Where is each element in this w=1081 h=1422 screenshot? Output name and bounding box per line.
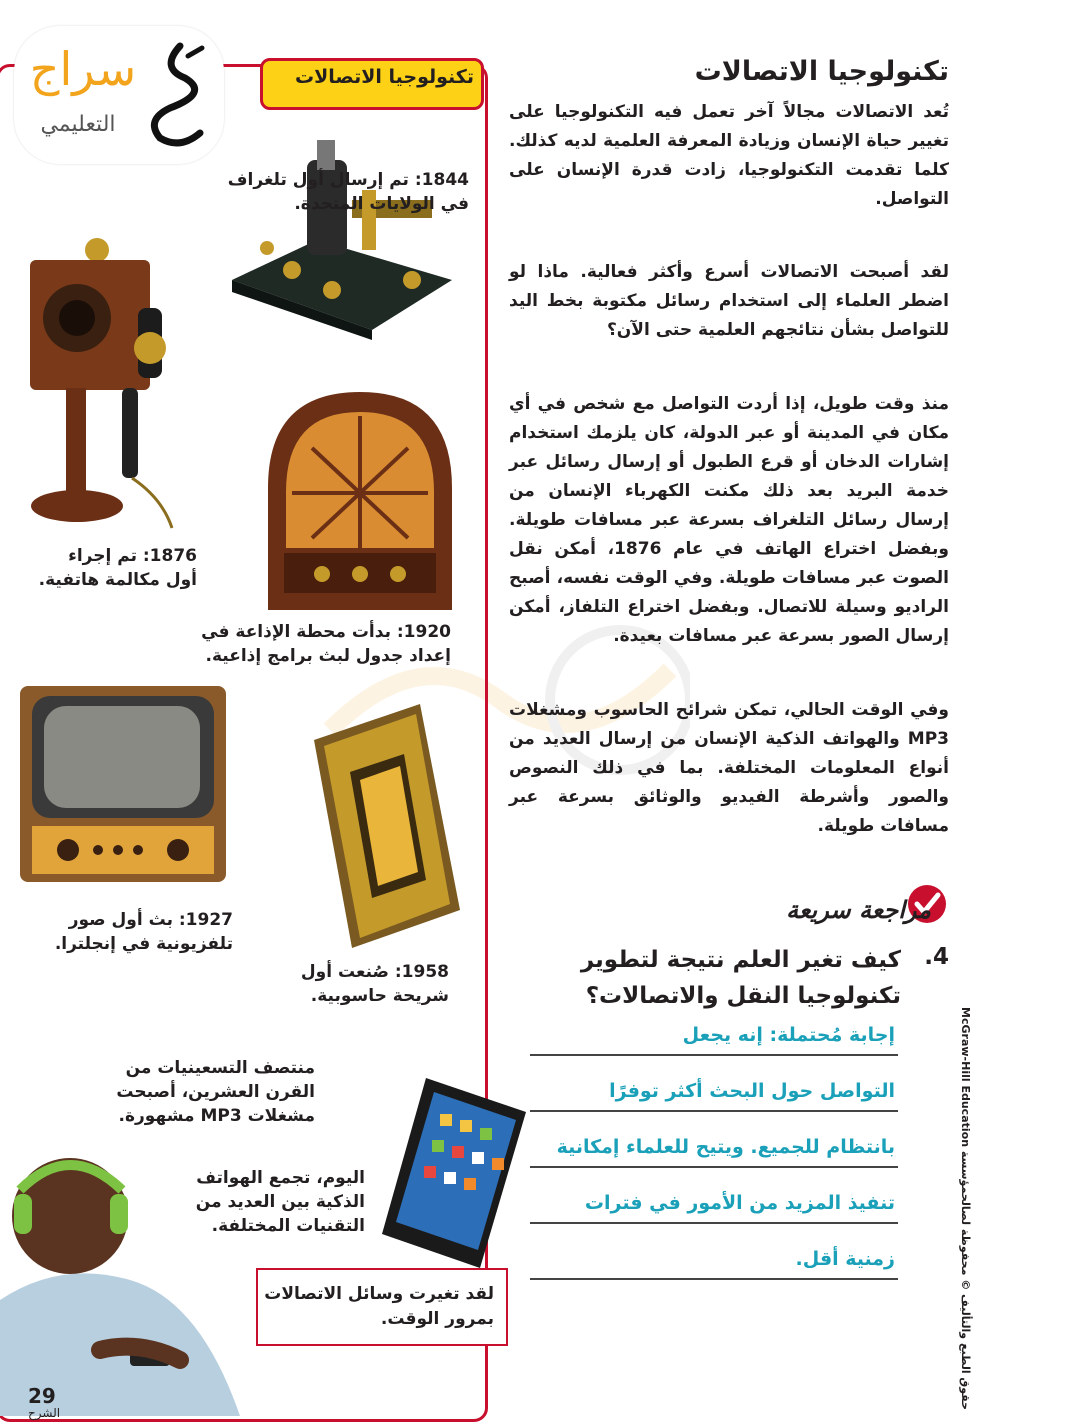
copyright-credit	[944, 930, 984, 1410]
caption-mp3: منتصف التسعينيات من القرن العشرين، أصبحت مشغلات MP3 مشهورة.	[116, 1058, 315, 1126]
page-number: 29	[28, 1384, 56, 1408]
answer-line-5: زمنية أقل.	[795, 1248, 895, 1270]
answer-rule-5	[530, 1278, 898, 1280]
caption-radio: 1920: بدأت محطة الإذاعة في إعداد جدول لبث برامج إذاعية.	[201, 622, 451, 666]
caption-chip: 1958: صُنعت أول شريحة حاسوبية.	[300, 962, 449, 1006]
answer-line-1: إجابة مُحتملة: إنه يجعل	[682, 1024, 895, 1046]
answer-rule-2	[530, 1110, 898, 1112]
answer-rule-4	[530, 1222, 898, 1224]
paragraph-1: تُعد الاتصالات مجالاً آخر تعمل فيه التكنولوجيا على تغيير حياة الإنسان وزيادة المعرفة العلمية لديه كذلك. كلما تقدمت التكنولوجيا، زادت قدرة الإنسان على التواصل.	[509, 102, 949, 209]
caption-telegraph: 1844: تم إرسال أول تلغراف في الولايات المتحدة.	[227, 170, 469, 214]
smartphone-image	[380, 1074, 528, 1270]
caption-smartphone: اليوم، تجمع الهواتف الذكية بين العديد من التقنيات المختلفة.	[195, 1168, 365, 1236]
telegraph-image	[222, 130, 454, 340]
logo-word: سراج	[29, 42, 137, 96]
review-title: مراجعة سريعة	[786, 896, 931, 924]
caption-telephone: 1876: تم إجراء أول مكالمة هاتفية.	[38, 546, 197, 590]
antique-telephone-image	[22, 238, 192, 538]
answer-rule-1	[530, 1054, 898, 1056]
paragraph-3: منذ وقت طويل، إذا أردت التواصل مع شخص في أي مكان في المدينة أو عبر الدولة، كان يلزمك استخدام إشارات الدخان أو قرع الطبول أو إرسال رسائل عبر خدمة البريد بعد ذلك مكنت الكهرباء الإنسان من إرسال رسائل التلغراف بسرعة عبر مسافات طويلة. وبفضل اختراع الهاتف في عام 1876، أمكن نقل الصوت عبر مسافات طويلة. وفي الوقت نفسه، أصبح الراديو وسيلة للاتصال. وبفضل اختراع التلفاز، أمكن إرسال الصور بسرعة عبر مسافات بعيدة.	[509, 394, 950, 646]
summary-text: لقد تغيرت وسائل الاتصالات بمرور الوقت.	[264, 1284, 494, 1329]
vintage-tv-image	[18, 684, 228, 884]
paragraph-2: لقد أصبحت الاتصالات أسرع وأكثر فعالية. ماذا لو اضطر العلماء إلى استخدام رسائل مكتوبة بخط اليد للتواصل بشأن نتائجهم العلمية حتى الآن؟	[509, 262, 949, 340]
calligraphy-icon	[140, 38, 220, 148]
logo-subtitle: التعليمي	[40, 112, 116, 137]
summary-box	[256, 1268, 508, 1346]
caption-tv: 1927: بث أول صور تلفزيونية في إنجلترا.	[54, 910, 233, 954]
answer-line-2: التواصل حول البحث أكثر توفرًا	[609, 1080, 895, 1102]
question-number: 4.	[924, 944, 949, 970]
panel-tab-title: تكنولوجيا الاتصالات	[295, 66, 474, 88]
computer-chip-image	[300, 700, 466, 950]
copyright-text: حقوق الطبع والتأليف © محفوظة لصالحمؤسسة McGraw-Hill Education	[959, 1007, 972, 1410]
vintage-radio-image	[262, 388, 458, 610]
paragraph-4: وفي الوقت الحالي، تمكن شرائح الحاسوب ومشغلات MP3 والهواتف الذكية الإنسان من إرسال العديد من أنواع المعلومات المختلفة. بما في ذلك النصوص والصور وأشرطة الفيديو والوثائق بسرعة عبر مسافات طويلة.	[509, 700, 949, 836]
answer-line-3: بانتظام للجميع. ويتيح للعلماء إمكانية	[556, 1136, 895, 1158]
answer-line-4: تنفيذ المزيد من الأمور في فترات	[584, 1192, 895, 1214]
section-label: الشرح	[28, 1406, 61, 1420]
section-title: تكنولوجيا الاتصالات	[694, 56, 949, 87]
question-text: كيف تغير العلم نتيجة لتطوير تكنولوجيا النقل والاتصالات؟	[580, 947, 901, 1009]
answer-rule-3	[530, 1166, 898, 1168]
